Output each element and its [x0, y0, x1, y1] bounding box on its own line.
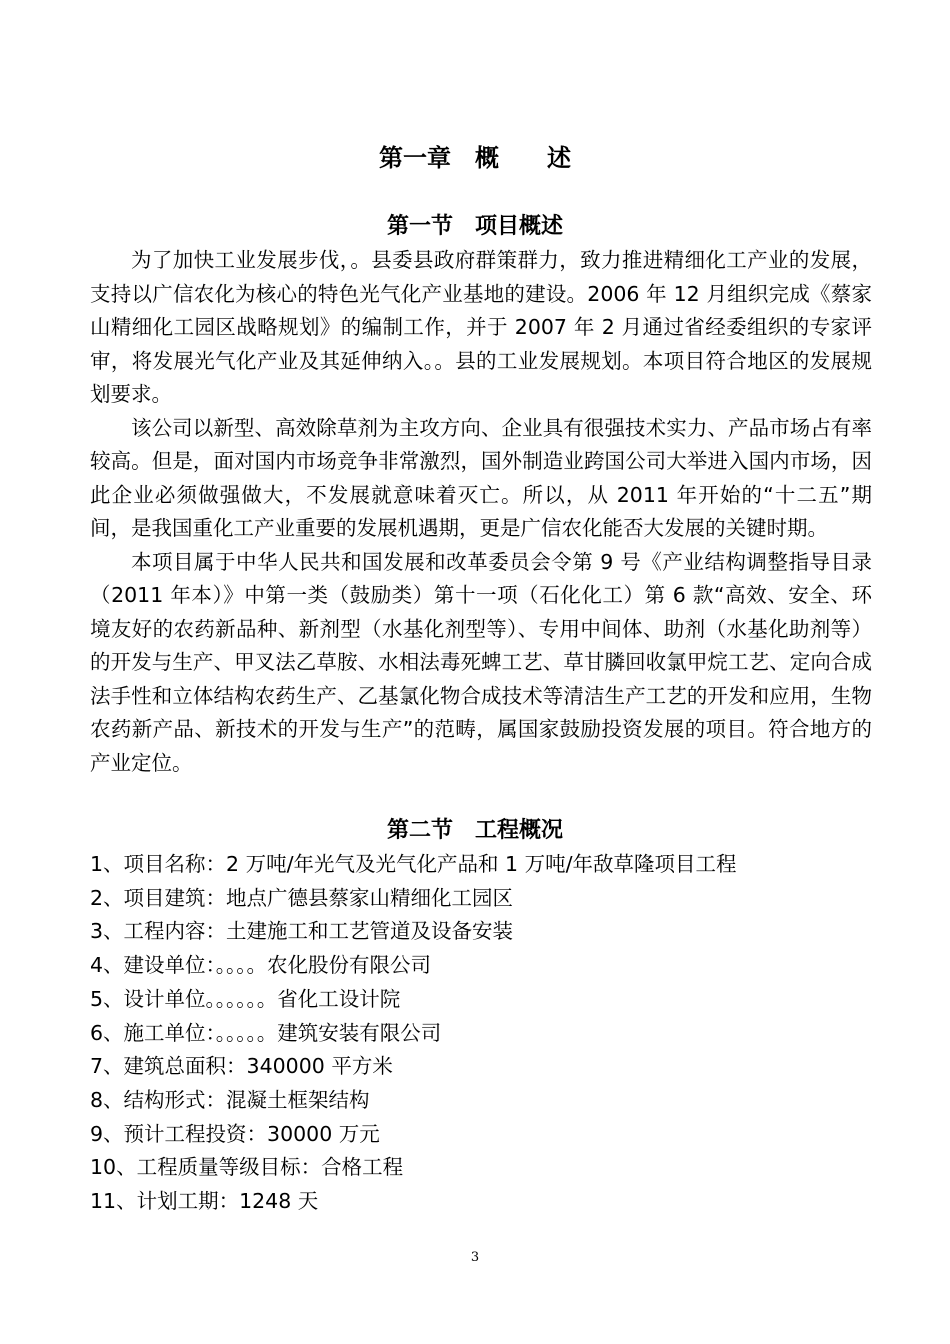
list-item: 3、工程内容：土建施工和工艺管道及设备安装: [90, 919, 514, 944]
paragraph: 该公司以新型、高效除草剂为主攻方向、企业具有很强技术实力、产品市场占有率较高。但是，面对国内市场竞争非常激烈，国外制造业跨国公司大举进入国内市场，因此企业必须做强做大，不发展就意味着灭亡。所以，从 2011 年开始的“十二五”期间，是我国重化工产业重要的发展机遇期，更是广信农化能否大发展的关键时期。: [90, 415, 872, 540]
list-item: 9、预计工程投资：30000 万元: [90, 1121, 380, 1146]
list-item: 2、项目建筑：地点广德县蔡家山精细化工园区: [90, 885, 514, 910]
list-item: 8、结构形式：混凝土框架结构: [90, 1087, 370, 1112]
list-item: 5、设计单位。。。。。。省化工设计院: [90, 986, 401, 1011]
section-title-engineering-overview: 第二节 工程概况: [386, 818, 563, 843]
section1-body: [90, 244, 872, 780]
paragraph: 本项目属于中华人民共和国发展和改革委员会令第 9 号《产业结构调整指导目录（2011 年本）》中第一类（鼓励类）第十一项（石化化工）第 6 款“高效、安全、环境友好的农药新品种、新剂型（水基化剂型等）、专用中间体、助剂（水基化助剂等）的开发与生产、甲叉法乙草胺、水相法毒死蜱工艺、草甘膦回收氯甲烷工艺、定向合成法手性和立体结构农药生产、乙基氯化物合成技术等清洁生产工艺的开发和应用，生物农药新产品、新技术的开发与生产”的范畴，属国家鼓励投资发展的项目。符合地方的产业定位。: [90, 549, 872, 775]
list-item: 1、项目名称：2 万吨/年光气及光气化产品和 1 万吨/年敌草隆项目工程: [90, 852, 737, 876]
section-title-project-overview: 第一节 项目概述: [386, 214, 563, 239]
engineering-list: [90, 848, 880, 1219]
chapter-title: 第一章 概 述: [379, 144, 571, 172]
page-number: 3: [470, 1250, 480, 1265]
list-item: 11、计划工期：1248 天: [90, 1189, 319, 1214]
list-item: 10、工程质量等级目标：合格工程: [90, 1155, 404, 1180]
paragraph: 为了加快工业发展步伐，。县委县政府群策群力，致力推进精细化工产业的发展，支持以广信农化为核心的特色光气化产业基地的建设。2006 年 12 月组织完成《蔡家山精细化工园区战略规划》的编制工作，并于 2007 年 2 月通过省经委组织的专家评审，将发展光气化产业及其延伸纳入。。县的工业发展规划。本项目符合地区的发展规划要求。: [90, 248, 872, 406]
list-item: 4、建设单位：。。。。农化股份有限公司: [90, 953, 432, 978]
list-item: 6、施工单位：。。。。。建筑安装有限公司: [90, 1020, 442, 1045]
list-item: 7、建筑总面积：340000 平方米: [90, 1054, 393, 1079]
